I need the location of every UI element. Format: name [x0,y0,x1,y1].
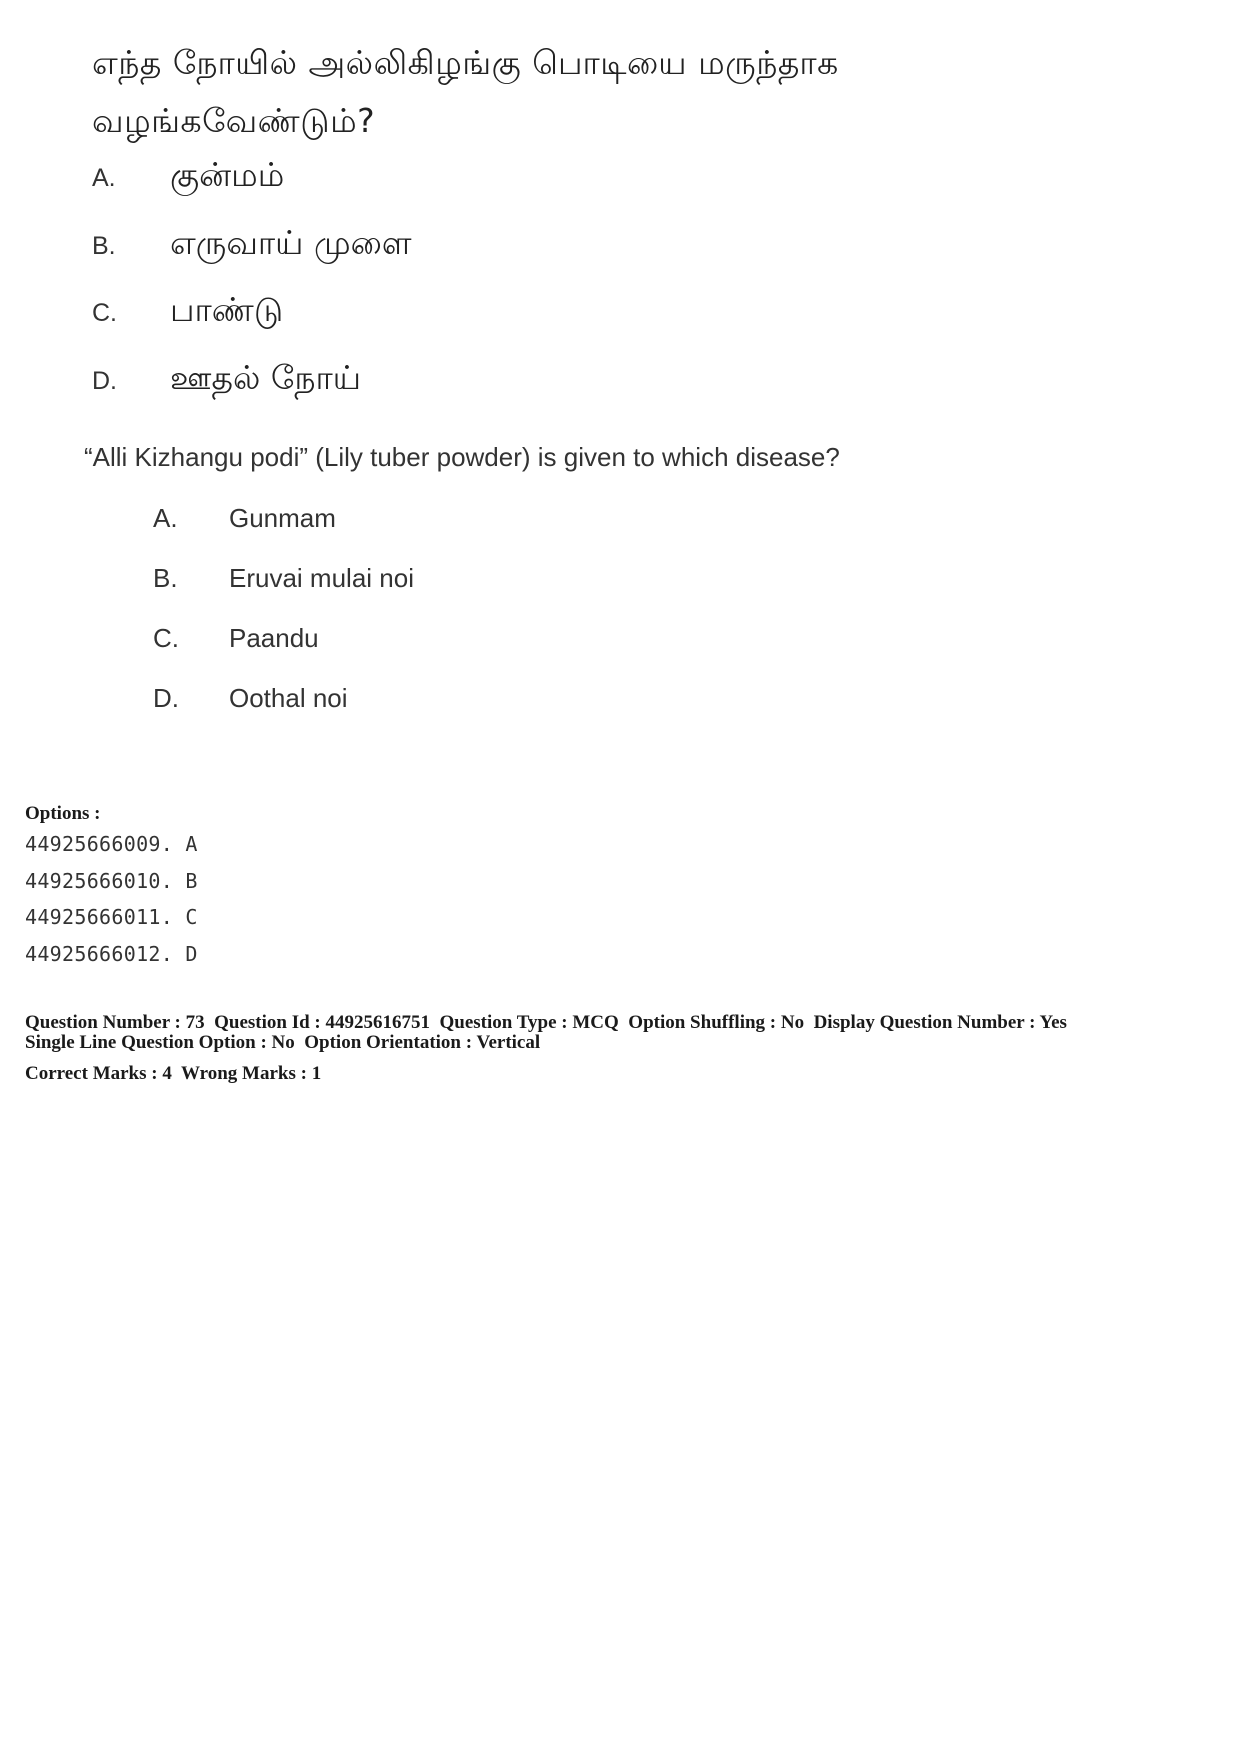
english-option-d [153,678,348,718]
tamil-option-b [92,218,412,268]
option-id-row: 44925666012. D [25,941,198,966]
question-metadata [25,1013,1067,1053]
options-section [25,802,198,972]
tamil-option-d [92,353,361,403]
option-id-row: 44925666010. B [25,868,198,893]
english-option-a [153,498,336,538]
marks-line: Correct Marks : 4 Wrong Marks : 1 [25,1063,322,1084]
question-scan-image [80,20,980,740]
options-title: Options : [25,803,101,824]
english-option-letter: B. [153,563,178,593]
tamil-question-text [92,34,952,150]
english-option-letter: C. [153,623,179,653]
option-id-row: 44925666011. C [25,905,198,929]
tamil-option-text: எருவாய் முளை [170,223,412,262]
english-option-letter: D. [153,683,179,713]
english-option-text: Eruvai mulai noi [229,563,414,593]
tamil-option-text: பாண்டு [170,290,284,329]
english-option-text: Oothal noi [229,683,348,713]
tamil-option-letter: C. [92,299,117,327]
tamil-question-line-2: வழங்கவேண்டும்? [92,101,376,140]
option-id-row: 44925666009. A [25,832,198,856]
tamil-question-line-1: எந்த நோயில் அல்லிகிழங்கு பொடியை மருந்தாக [92,43,839,82]
tamil-option-letter: D. [92,367,117,395]
english-option-text: Paandu [229,623,319,653]
english-option-b [153,558,414,598]
english-option-text: Gunmam [229,503,336,533]
tamil-option-a [92,150,284,200]
question-metadata-line-1: Question Number : 73 Question Id : 44925616751 Question Type : MCQ Option Shuffling : No Display Question Number : Yes [25,1012,1067,1033]
tamil-option-text: குன்மம் [170,155,285,194]
tamil-option-letter: A. [92,164,116,192]
question-metadata-line-2: Single Line Question Option : No Option Orientation : Vertical [25,1032,541,1053]
english-option-c [153,618,319,658]
english-question-text: “Alli Kizhangu podi” (Lily tuber powder) is given to which disease? [84,442,840,472]
english-option-letter: A. [153,503,178,533]
tamil-option-letter: B. [92,232,116,260]
tamil-option-text: ஊதல் நோய் [170,358,362,397]
tamil-option-c [92,285,283,335]
